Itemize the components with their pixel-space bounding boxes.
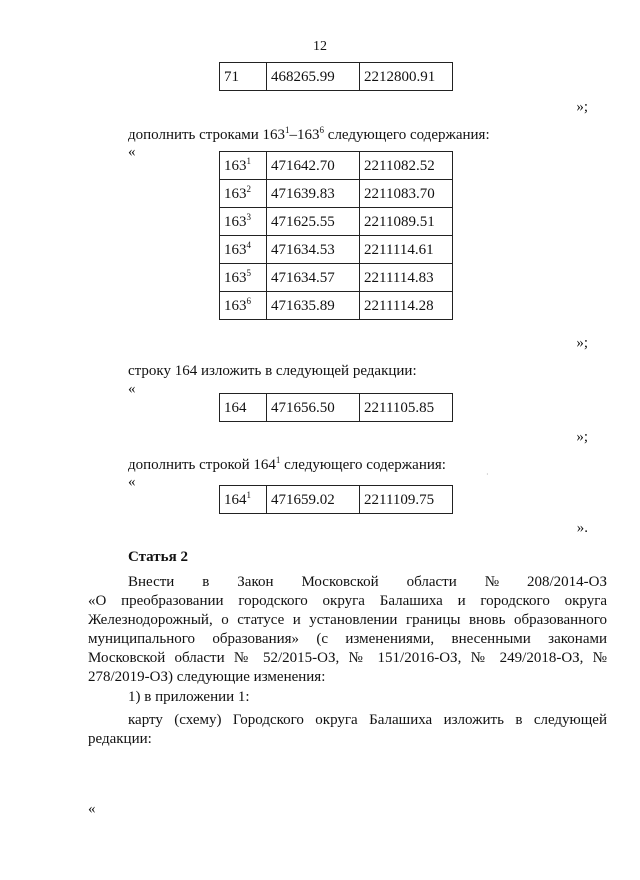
- article-first-line: Внести в Закон Московской области № 208/2014-ОЗ: [128, 574, 607, 590]
- point-number-cell: 71: [220, 63, 267, 91]
- table-row: [220, 63, 453, 91]
- coordinate-y-cell: 2211083.70: [360, 180, 453, 208]
- point-number-cell: $163^4$: [220, 236, 267, 264]
- article-heading: Статья 2: [128, 549, 188, 565]
- coordinate-y-cell: 2211114.61: [360, 236, 453, 264]
- point-number-cell: $164^1$: [220, 486, 267, 514]
- coordinate-y-cell: 2211114.28: [360, 292, 453, 320]
- coordinate-x-cell: 471634.57: [267, 264, 360, 292]
- coordinates-table-71: [219, 62, 453, 91]
- table-row: [220, 486, 453, 514]
- list-item-1-text: карту (схему) Городского округа Балашиха изложить в следующей редакции:: [88, 712, 607, 747]
- margin-mark: ·: [486, 470, 489, 479]
- coordinate-y-cell: 2211105.85: [360, 394, 453, 422]
- coordinates-table-163: [219, 151, 453, 320]
- coordinate-x-cell: 471639.83: [267, 180, 360, 208]
- table-row: [220, 394, 453, 422]
- list-item-1: 1) в приложении 1:: [128, 689, 250, 705]
- instruction-add-row-1641: дополнить строкой $164^1$ следующего содержания:: [128, 455, 446, 473]
- table-row: [220, 152, 453, 180]
- instruction-replace-row-164: строку 164 изложить в следующей редакции:: [128, 363, 417, 379]
- coordinate-y-cell: 2211082.52: [360, 152, 453, 180]
- opening-quote: «: [128, 381, 136, 397]
- table-row: [220, 292, 453, 320]
- coordinates-table-164: [219, 393, 453, 422]
- coordinate-y-cell: 2211109.75: [360, 486, 453, 514]
- coordinate-y-cell: 2211114.83: [360, 264, 453, 292]
- coordinate-x-cell: 471656.50: [267, 394, 360, 422]
- table-row: [220, 236, 453, 264]
- coordinate-x-cell: 471659.02: [267, 486, 360, 514]
- table-row: [220, 180, 453, 208]
- point-number-cell: $163^2$: [220, 180, 267, 208]
- opening-quote: «: [128, 144, 136, 160]
- closing-quote: »;: [576, 99, 588, 115]
- point-number-cell: $163^6$: [220, 292, 267, 320]
- point-number-cell: $163^5$: [220, 264, 267, 292]
- page-number: 12: [313, 39, 327, 54]
- coordinate-y-cell: 2212800.91: [360, 63, 453, 91]
- point-number-cell: $163^3$: [220, 208, 267, 236]
- coordinates-table-1641: [219, 485, 453, 514]
- article-paragraph: [88, 573, 607, 687]
- instruction-add-rows-163: дополнить строками $163^1-163^6$ следующего содержания:: [128, 125, 490, 143]
- opening-quote: «: [88, 801, 96, 817]
- coordinate-y-cell: 2211089.51: [360, 208, 453, 236]
- point-number-cell: 164: [220, 394, 267, 422]
- table-row: [220, 208, 453, 236]
- coordinate-x-cell: 471642.70: [267, 152, 360, 180]
- coordinate-x-cell: 471635.89: [267, 292, 360, 320]
- coordinate-x-cell: 471625.55: [267, 208, 360, 236]
- coordinate-x-cell: 471634.53: [267, 236, 360, 264]
- closing-quote: »;: [576, 429, 588, 445]
- opening-quote: «: [128, 474, 136, 490]
- closing-quote: ».: [576, 520, 588, 536]
- closing-quote: »;: [576, 335, 588, 351]
- point-number-cell: $163^1$: [220, 152, 267, 180]
- coordinate-x-cell: 468265.99: [267, 63, 360, 91]
- table-row: [220, 264, 453, 292]
- article-body-text: «О преобразовании городского округа Балашиха и городского округа Железнодорожный, о статусе и установлении границы вновь образованного муниципального образования» (с изменениями, внесенными законами Московской области № 52/2015-ОЗ, № 151/2016-ОЗ, № 249/2018-ОЗ, № 278/2019-ОЗ) следующие изменения:: [88, 593, 607, 685]
